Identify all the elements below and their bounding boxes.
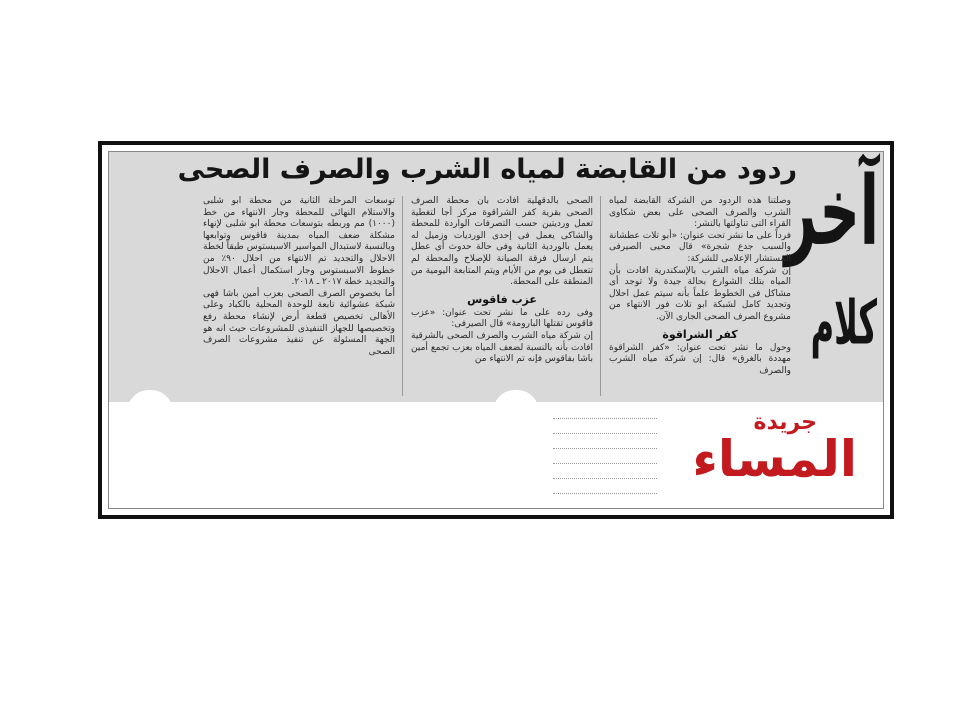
column-title-top: آخر [784, 157, 879, 268]
paragraph: وفى رده على ما نشر تحت عنوان: «عزب فاقوس تقتلها البارومة» قال الصيرفى: [411, 307, 593, 330]
paragraph: وصلتنا هذه الردود من الشركة القابضة لمياه الشرب والصرف الصحى على بعض شكاوى القراء التى تناولتها بالنشر: [609, 196, 791, 230]
dotted-line [553, 478, 657, 479]
article-column-3 [203, 196, 395, 401]
paragraph: الصحى بالدقهلية افادت بأن محطة الصرف الصحى بقرية كفر الشراقوة مركز أجا لتغطية تعمل ورديتين حسب التصرفات الواردة للمحطة والشاكى يعمل فى إحدى الورديات وزميل له يعمل بالوردية الثانية وفى حالة حدوث أى عطل يتم ارسال فرقة الصيانة للإصلاح والمحطة لم تتعطل فى يوم من الأيام ويتم المتابعة اليومية من المنطقة على المحطة. [411, 196, 593, 288]
paragraph: توسعات المرحلة الثانية من محطة ابو شلبى والاستلام النهائى للمحطة وجار الانتهاء من خط (١٠٠٠) مم وربطه بتوسعات محطة ابو شلبى لإنهاء مشكلة ضعف المياه بمدينة فاقوس وتوابعها وبالنسبة لاستبدال المواسير الاسبستوس طبقاً لخطة الاحلال والتجديد تم الانتهاء من احلال ٩٠٪ من خطوط الاسبستوس وجار استكمال أعمال الاحلال والتجديد خطة ٢٠١٧ ـ ٢٠١٨. [203, 196, 395, 288]
column-divider [402, 196, 403, 396]
dotted-line [553, 433, 657, 434]
article-column-2 [411, 196, 593, 401]
paragraph: أما بخصوص الصرف الصحى بعزب أمين باشا فهى شبكة عشوائية تابعة للوحدة المحلية بالكباد وعلى الأهالى تخصيص قطعة أرض لإنشاء محطة رفع وتخصيصها للجهاز التنفيذى للمشروعات حيث انه هو الجهة المسئولة عن تنفيذ مشروعات الصرف الصحى [203, 288, 395, 357]
column-title-bottom: كلام [810, 286, 877, 359]
paragraph: وحول ما نشر تحت عنوان: «كفر الشراقوة مهددة بالغرق» قال: إن شركة مياه الشرب والصرف [609, 342, 791, 376]
dotted-line [553, 493, 657, 494]
newsprint-area [109, 152, 883, 402]
dotted-line [553, 463, 657, 464]
dotted-lines [553, 418, 657, 508]
newspaper-logo [657, 398, 857, 508]
logo-big-text: المساء [692, 430, 857, 488]
torn-paper-mark [127, 390, 173, 509]
paragraph: إن شركة مياه الشرب بالإسكندرية افادت بأن المياه بتلك الشوارع بحالة جيدة ولا توجد أى مشاكل فى الخطوط علماً بأنه سيتم عمل احلال وتجديد كامل لشبكة ابو تلات فور الانتهاء من مشروع الصرف الصحى الجارى الآن. [609, 265, 791, 322]
logo-small-text: جريدة [753, 410, 817, 435]
subheading-ezab-faqous: عزب فاقوس [467, 292, 537, 306]
column-title [784, 157, 881, 390]
paragraph: فرداً على ما نشر تحت عنوان: «أبو تلات عطشانة والسبب جدع شجرة» قال محيى الصيرفى المستشار الإعلامى للشركة: [609, 230, 791, 264]
article-column-1 [609, 196, 791, 401]
newspaper-clipping [98, 141, 894, 519]
subheading-kafr-elsharaqwa: كفر الشراقوة [662, 327, 738, 341]
paragraph: إن شركة مياه الشرب والصرف الصحى بالشرقية افادت بأنه بالنسبة لضعف المياه بعزب تجمع أمين باشا بفاقوس فإنه تم الانتهاء من [411, 330, 593, 365]
torn-paper-mark [493, 390, 539, 509]
headline: ردود من القابضة لمياه الشرب والصرف الصحى [177, 154, 797, 185]
clipping-inner [108, 151, 884, 509]
column-divider [600, 196, 601, 396]
dotted-line [553, 418, 657, 419]
dotted-line [553, 448, 657, 449]
